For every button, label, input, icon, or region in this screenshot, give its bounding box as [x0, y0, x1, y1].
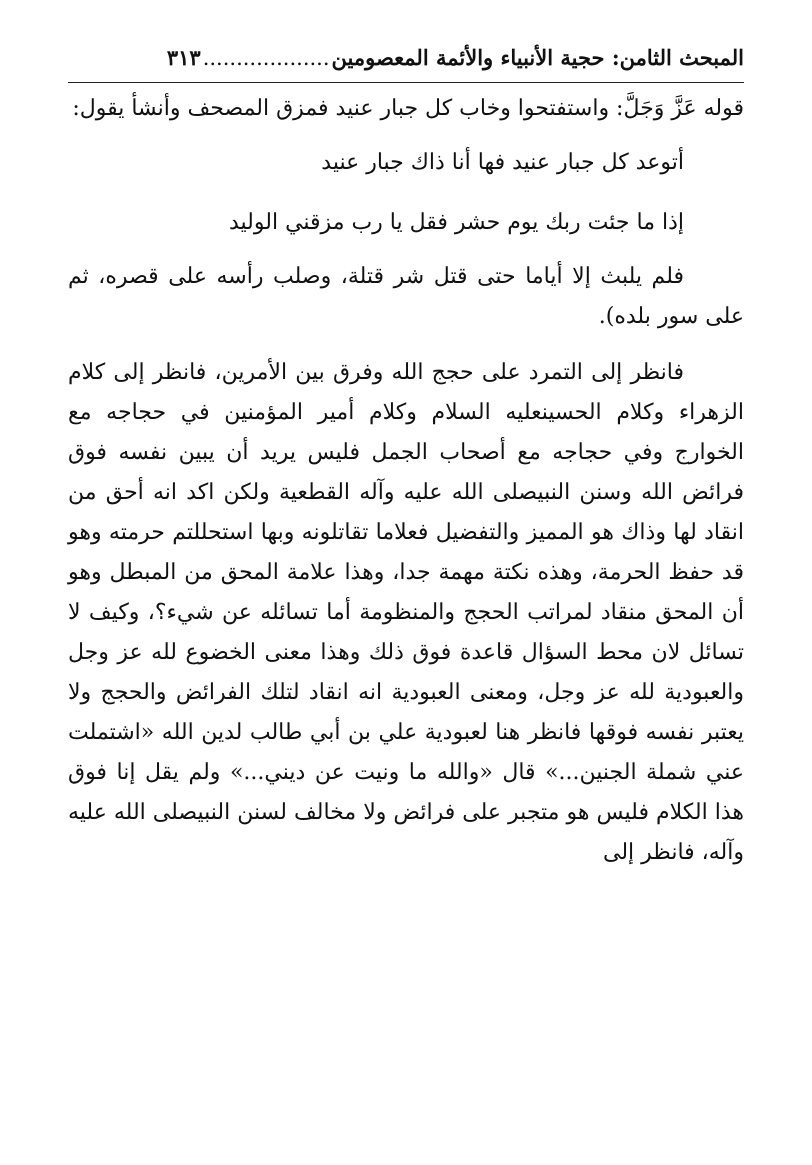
running-header	[68, 36, 744, 80]
dot-leader: ...................	[202, 46, 330, 70]
paragraph-quote-intro: قوله عَزَّ وَجَلَّ: واستفتحوا وخاب كل جبار عنيد فمزق المصحف وأنشأ يقول:	[72, 96, 744, 121]
page-number: ٣١٣	[166, 45, 201, 70]
paragraph-quote-end: فلم يلبث إلا أياما حتى قتل شر قتلة، وصلب رأسه على قصره، ثم على سور بلده).	[68, 264, 744, 329]
verse-line-1: أتوعد كل جبار عنيد فها أنا ذاك جبار عنيد	[321, 150, 684, 175]
header-divider	[68, 82, 744, 83]
chapter-title: المبحث الثامن: حجية الأنبياء والأئمة المعصومين	[331, 45, 744, 70]
verse-line-2: إذا ما جئت ربك يوم حشر فقل يا رب مزقني الوليد	[229, 210, 684, 235]
book-page	[68, 36, 744, 873]
paragraph-main: فانظر إلى التمرد على حجج الله وفرق بين الأمرين، فانظر إلى كلام الزهراء وكلام الحسينعليه السلام وكلام أمير المؤمنين في حجاجه مع الخوارج وفي حجاجه مع أصحاب الجمل فليس يريد أن يبين نفسه فوق فرائض الله وسنن النبيصلى الله عليه وآله القطعية ولكن اكد انه أحق من انقاد لها وذاك هو المميز والتفضيل فعلاما تقاتلونه وبها استحللتم حرمته وهو قد حفظ الحرمة، وهذه نكتة مهمة جدا، وهذا علامة المحق من المبطل وهو أن المحق منقاد لمراتب الحجج والمنظومة أما تسائله عن شيء؟، وكيف لا تسائل لان محط السؤال قاعدة فوق ذلك وهذا معنى الخضوع لله عز وجل والعبودية لله عز وجل، ومعنى العبودية انه انقاد لتلك الفرائض والحجج ولا يعتبر نفسه فوقها فانظر هنا لعبودية علي بن أبي طالب لدين الله «اشتملت عني شملة الجنين...» قال «والله ما ونيت عن ديني...» ولم يقل إنا فوق هذا الكلام فليس هو متجبر على فرائض ولا مخالف لسنن النبيصلى الله عليه وآله، فانظر إلى	[68, 360, 744, 865]
